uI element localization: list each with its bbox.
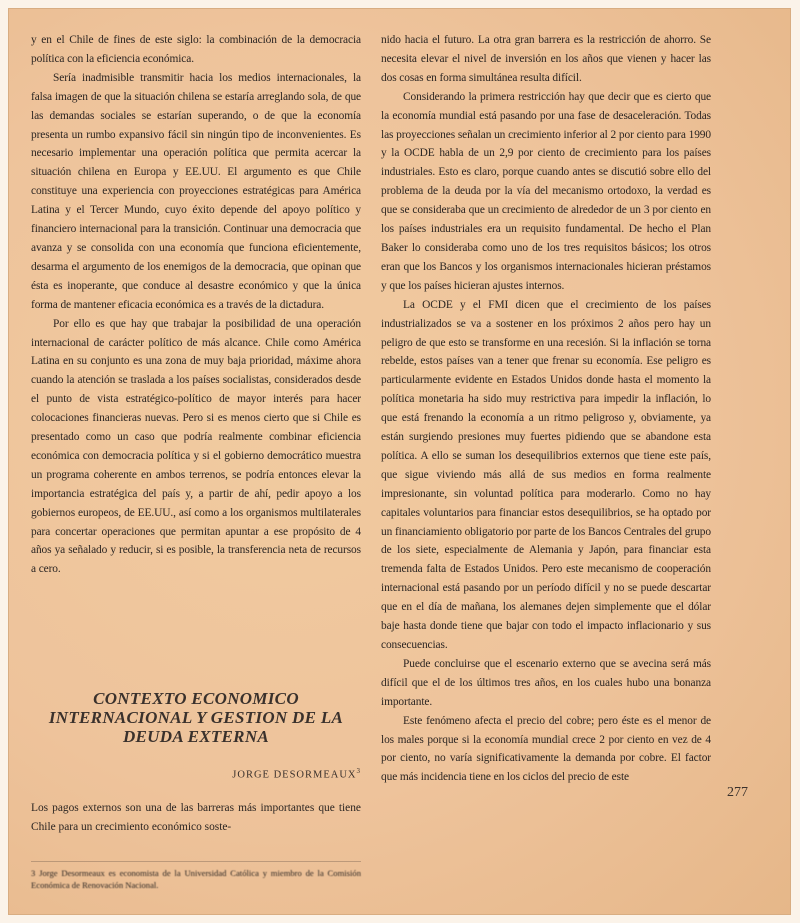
section-heading-line-3: DEUDA EXTERNA <box>122 727 270 746</box>
author-name: JORGE DESORMEAUX <box>232 769 357 781</box>
section-heading <box>31 689 361 746</box>
footnote-mark: 3 <box>356 767 361 775</box>
left-paragraph-3: Por ello es que hay que trabajar la posibilidad de una operación internacional de carácter político de más alcance. Chile como América Latina en su conjunto es una zona de muy baja prioridad, máxime ahora cuando la atención se traslada a los países socialistas, considerados desde el punto de vista estratégico-político de mayor interés para hacer colocaciones financieras nuevas. Pero si es menos cierto que si Chile es presentado como un caso que podría realmente combinar eficiencia económica con democracia política y si el gobierno democrático muestra un programa coherente en ambos terrenos, se podría entonces elevar la importancia estratégica del país y, a partir de ahí, pedir apoyo a los gobiernos europeos, de EE.UU., así como a los organismos multilaterales para concertar operaciones que permitan apuntar a ese propósito de 4 años ya señalado y reducir, si es posible, la transferencia neta de recursos a cero. <box>31 317 361 576</box>
author-byline <box>31 767 361 781</box>
section-heading-line-2: INTERNACIONAL Y GESTION DE LA <box>48 708 344 727</box>
right-paragraph-2: Considerando la primera restricción hay que decir que es cierto que la economía mundial está pasando por una fase de desaceleración. Todas las proyecciones señalan un crecimiento inferior al 2 por ciento para 1990 y la OCDE habla de un 2,9 por ciento de crecimiento para los países industriales. Esto es claro, porque cuando antes se discutió sobre ello del problema de la deuda por la vía del mecanismo ortodoxo, la verdad es que se consideraba que un crecimiento de alrededor de un 3 por ciento en los países industriales era un requisito fundamental. De hecho el Plan Baker lo consideraba como uno de los tres requisitos básicos; los otros eran que los Bancos y los organismos internacionales hicieran préstamos y que los países hicieran ajustes internos. <box>381 90 711 292</box>
left-paragraph-1: y en el Chile de fines de este siglo: la combinación de la democracia política con la eficiencia económica. <box>31 34 361 65</box>
left-paragraph-2: Sería inadmisible transmitir hacia los medios internacionales, la falsa imagen de que la situación chilena se estaría arreglando sola, de que las demandas sociales se estarían superando, o de que la economía presenta un rumbo expansivo fácil sin ningún tipo de inconvenientes. Es necesario implementar una operación política que permita acercar la situación chilena en Europa y EE.UU. El argumento es que Chile constituye una experiencia con proyecciones estratégicas para América Latina y el Tercer Mundo, cuyo éxito depende del apoyo político y financiero internacional para la transición. Continuar una democracia que avanza y se consolida con una economía que funciona eficientemente, desarma el argumento de los enemigos de la democracia, que opinan que ésta es inoperante, que conduce al desastre económico y que la única forma de mantener eficacia económica es a través de la dictadura. <box>31 71 361 311</box>
right-paragraph-1: nido hacia el futuro. La otra gran barrera es la restricción de ahorro. Se necesita elevar el nivel de inversión en los años que vienen y hacer las dos cosas en forma simultánea resulta difícil. <box>381 34 711 84</box>
footnote-divider <box>31 861 361 862</box>
section-first-paragraph: Los pagos externos son una de las barreras más importantes que tiene Chile para un crecimiento económico soste- <box>31 802 361 833</box>
footnote: 3 Jorge Desormeaux es economista de la Universidad Católica y miembro de la Comisión Económica de Renovación Nacional. <box>31 868 361 890</box>
right-paragraph-4: Puede concluirse que el escenario externo que se avecina será más difícil que el de los últimos tres años, en los cuales hubo una bonanza importante. <box>381 657 711 708</box>
right-column <box>381 31 711 787</box>
section-heading-line-1: CONTEXTO ECONOMICO <box>93 689 299 708</box>
right-paragraph-5: Este fenómeno afecta el precio del cobre; pero éste es el menor de los males porque si la economía mundial crece 2 por ciento en vez de 4 por ciento, no varía significativamente la demanda por cobre. El factor que más incidencia tiene en los ciclos del precio de este <box>381 714 711 784</box>
page-number: 277 <box>727 785 748 800</box>
left-column <box>31 31 361 579</box>
scanned-page <box>8 8 791 915</box>
right-paragraph-3: La OCDE y el FMI dicen que el crecimiento de los países industrializados se va a sostener en los próximos 2 años pero hay un peligro de que esto se transforme en una recesión. Si la inflación se torna rebelde, estos países van a tener que frenar su economía. Ese peligro es particularmente evidente en Estados Unidos donde hasta el momento la política monetaria ha sido muy restrictiva para impedir la inflación, lo que está frenando la economía a un ritmo peligroso y, obviamente, ya están surgiendo presiones muy fuertes pidiendo que se abandone esta política. A ello se suman los desequilibrios externos que tiene este país, que sigue viviendo más allá de sus medios en forma realmente impresionante, sin voluntad política para moderarlo. Como no hay capitales voluntarios para financiar estos desequilibrios, se ha optado por un financiamiento obligatorio por parte de los Bancos Centrales del grupo de los siete, especialmente de Alemania y Japón, para financiar esta tremenda falta de Estados Unidos. Pero este mecanismo de cooperación internacional está pasando por un período difícil y no se puede descartar que en el día de mañana, los alemanes dejen simplemente que el dólar baje hasta donde tiene que bajar con todo el impacto inflacionario y sus consecuencias. <box>381 298 711 651</box>
